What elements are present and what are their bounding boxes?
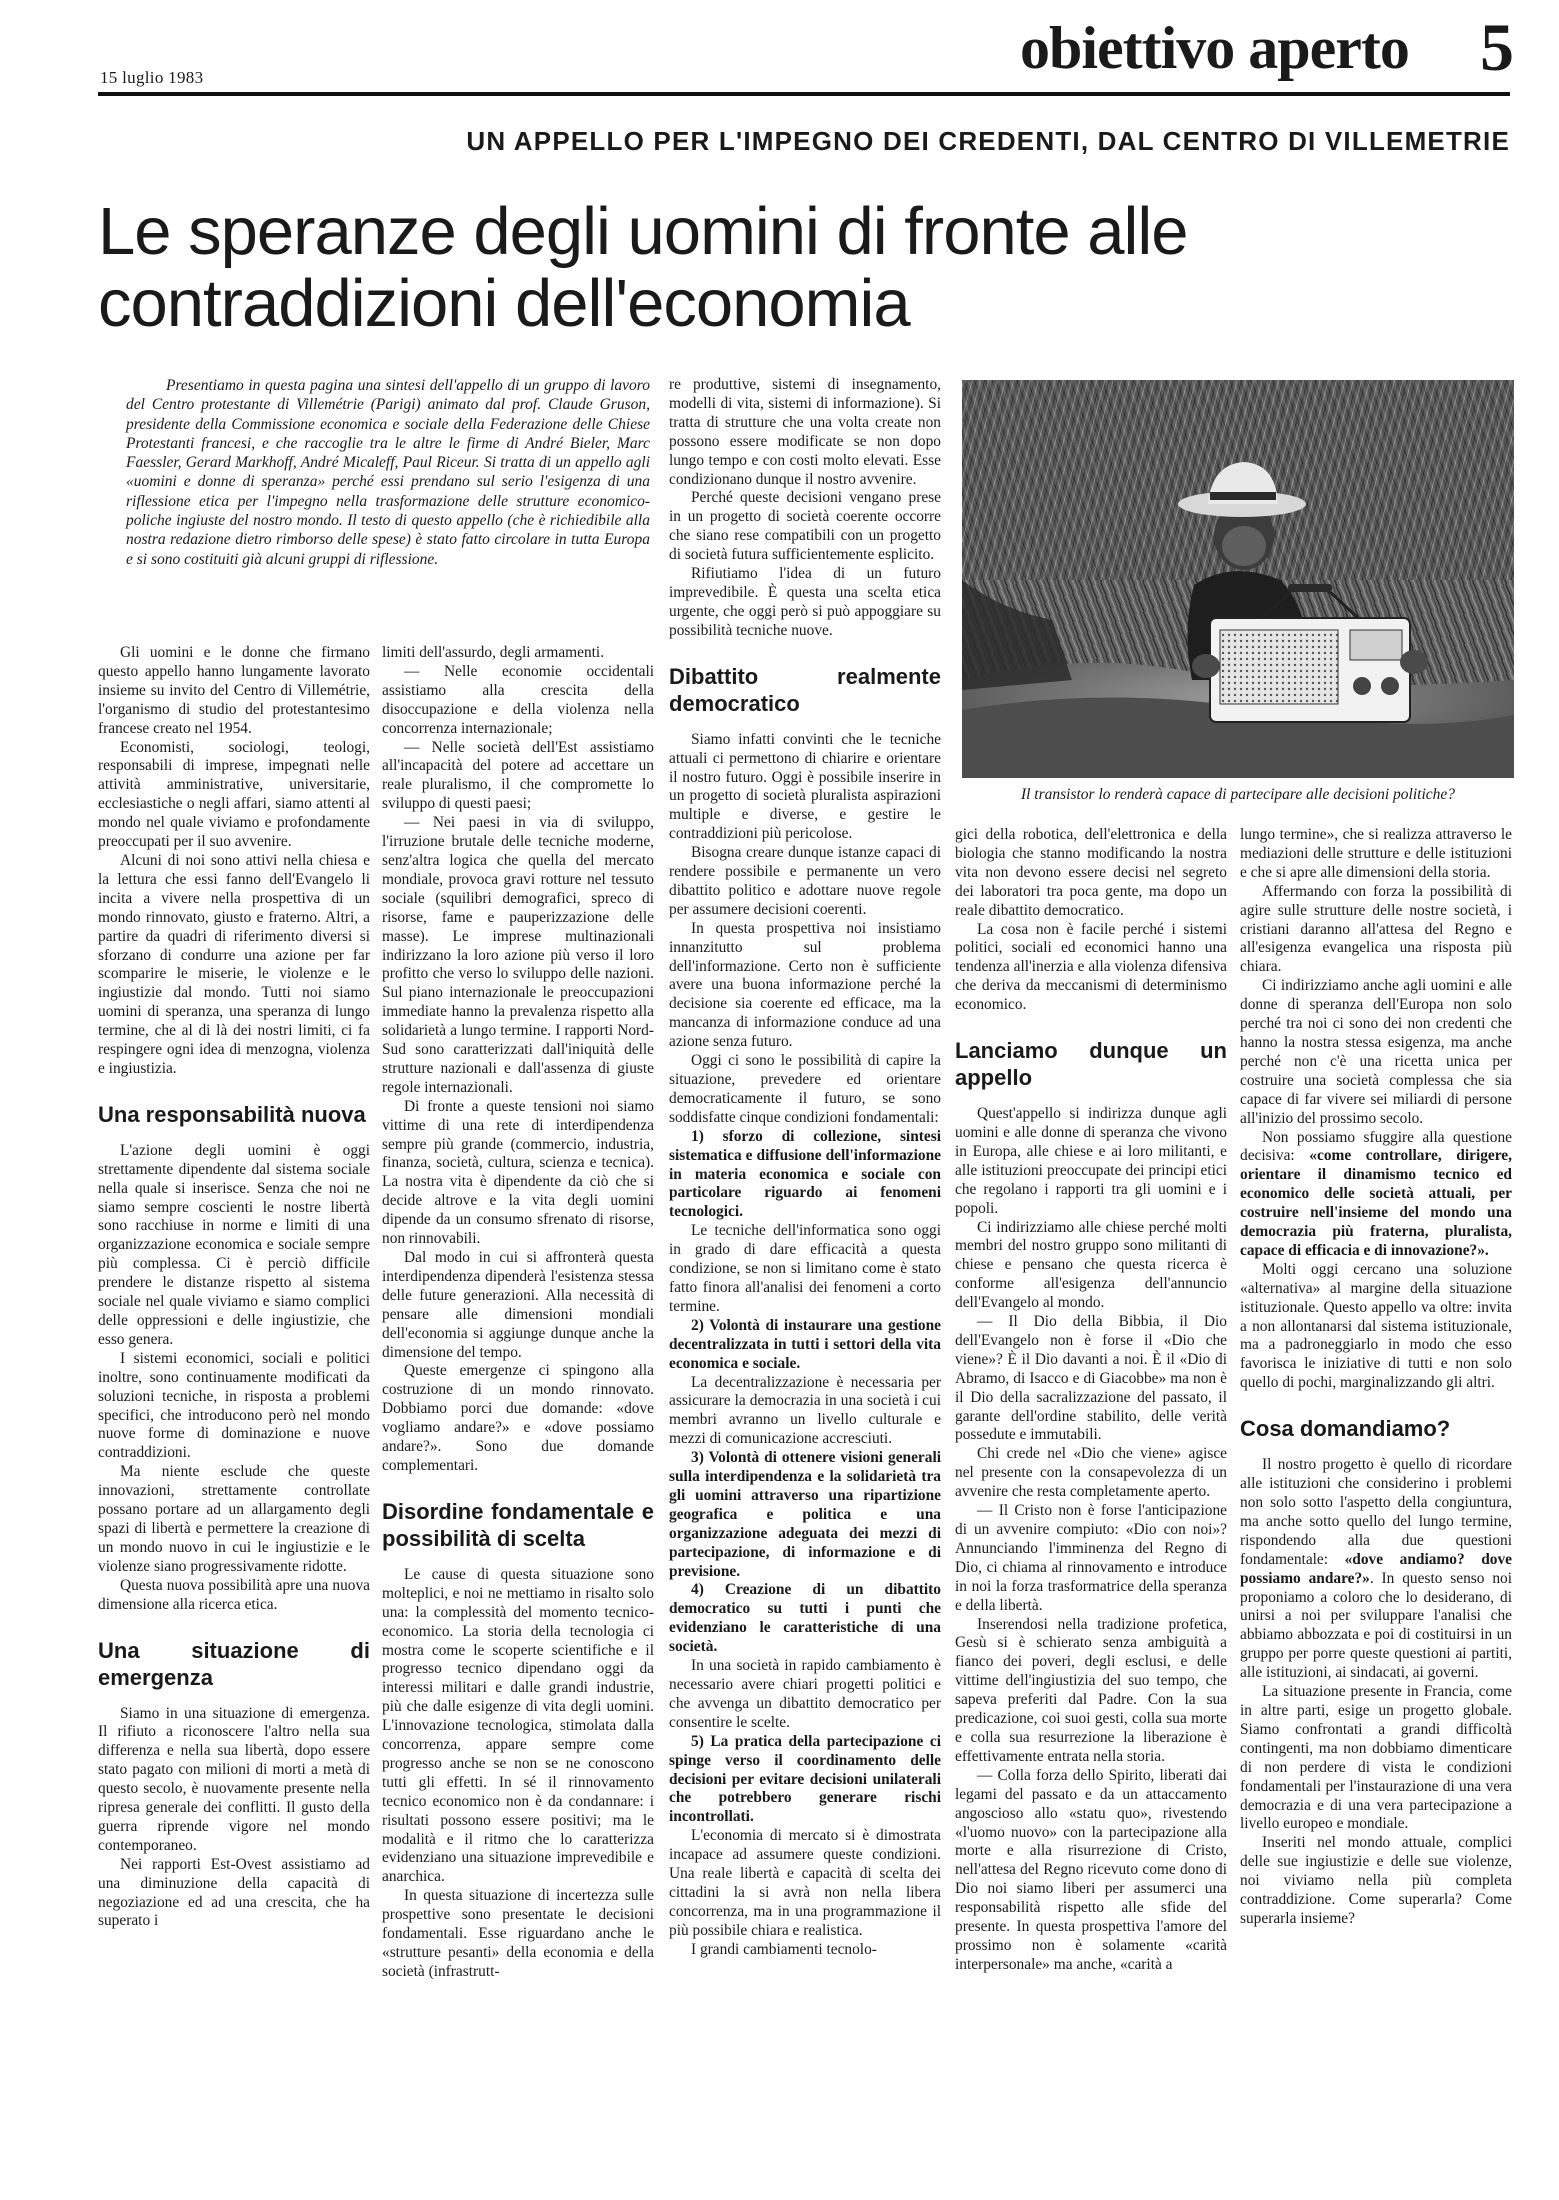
paragraph: Dal modo in cui si affronterà questa interdipendenza dipenderà l'esistenza stessa delle future generazioni. Alla necessità di pensare alle dimensioni mondiali dell'economia si aggiunge dunque anche la dimensione del tempo. bbox=[382, 1249, 654, 1361]
paragraph: Ci indirizziamo alle chiese perché molti membri del nostro gruppo sono militanti di chiese e pensano che questa ricerca è conforme all'esigenza dell'annuncio dell'Evangelo al mondo. bbox=[955, 1218, 1227, 1312]
paragraph: In questa situazione di incertezza sulle prospettive sono presentate le decisioni fondamentali. Esse riguardano anche le «strutture pesanti» della economia e della società (infrastrutt- bbox=[382, 1887, 654, 1980]
paragraph: — Il Dio della Bibbia, il Dio dell'Evangelo non è forse il «Dio che viene»? È il Dio davanti a noi. È il «Dio di Abramo, di Isacco e di Giacobbe» ma non è il Dio della sacralizzazione del passato, il garante dell'ordine stabilito, delle verità possedute e immutabili. bbox=[955, 1313, 1227, 1444]
article-column-1 bbox=[98, 644, 370, 2174]
paragraph: Oggi ci sono le possibilità di capire la situazione, prevedere ed orientare democraticamente il futuro, se sono soddisfatte cinque condizioni fondamentali: bbox=[669, 1052, 941, 1126]
condition-5: 5) La pratica della partecipazione ci spinge verso il coordinamento delle decisioni per evitare decisioni unilaterali che potrebbero generare rischi incontrollati. bbox=[669, 1732, 941, 1826]
subheading-domandiamo: Cosa domandiamo? bbox=[1240, 1416, 1451, 1442]
paragraph: L'azione degli uomini è oggi strettamente dipendente dal sistema sociale nella quale si inserisce. Senza che noi ne siamo sempre coscienti le nostre libertà sono racchiuse in norme e limiti di una organizzazione economica e sociale sempre più complessa. Ci è perciò difficile prendere le distanze rispetto al sistema sociale nel quale viviamo e siamo complici delle oppressioni e delle ingiustizie, che esso genera. bbox=[98, 1141, 370, 1348]
paragraph: L'economia di mercato si è dimostrata incapace ad assumere queste condizioni. Una reale libertà e capacità di scelta dei cittadini la si avrà non nella libera concorrenza, ma in una programmazione il più possibile chiara e realistica. bbox=[669, 1827, 941, 1939]
subheading-disordine: Disordine fondamentale e possibilità di scelta bbox=[382, 1498, 654, 1551]
paragraph: re produttive, sistemi di insegnamento, modelli di vita, sistemi di informazione). Si tratta di strutture che una volta create non possono essere modificate se non dopo lungo tempo e con costi molto elevati. Esse condizionano dunque il nostro avvenire. bbox=[669, 376, 941, 488]
paragraph: Inserendosi nella tradizione profetica, Gesù si è schierato senza ambiguità a fianco dei poveri, degli esclusi, e delle vittime dell'ingiustizia del suo tempo, che sapeva preferiti dal Padre. Con la sua predicazione, coi suoi gesti, colla sua morte e colla sua resurrezione la liberazione è effettivamente entrata nella storia. bbox=[955, 1615, 1227, 1765]
paragraph: — Colla forza dello Spirito, liberati dai legami del passato e da un attaccamento angoscioso allo «statu quo», rivestendo «l'uomo nuovo» con la partecipazione alla morte e alla risurrezione di Cristo, nell'attesa del Regno ricevuto come dono di Dio noi siamo liberi per assumerci una responsabilità rispetto alle sfide del presente. In questa prospettiva l'amore del prossimo non è solamente «carità interpersonale» ma anche, «carità a bbox=[955, 1766, 1227, 1973]
issue-date: 15 luglio 1983 bbox=[100, 68, 204, 87]
masthead-rule bbox=[98, 92, 1510, 96]
article-column-4 bbox=[955, 826, 1227, 2176]
article-column-5 bbox=[1240, 826, 1512, 2176]
paragraph: Questa nuova possibilità apre una nuova dimensione alla ricerca etica. bbox=[98, 1576, 370, 1613]
paragraph: Le cause di questa situazione sono molteplici, e noi ne mettiamo in risalto solo una: la complessità del momento tecnico-economico. La storia della tecnologia ci mostra come le scoperte scientifiche e il progresso tecnico dipendano oggi da interessi militari e dalle grandi industrie, più che dalle esigenze di vita degli uomini. L'innovazione tecnologica, stimolata dalla concorrenza, appare sempre come progresso anche se non se ne conoscono tutti gli effetti. In sé il rinnovamento tecnico economico non è da condannare: i risultati possono essere positivi; ma le modalità e il ritmo che lo caratterizza evidenziano una situazione imprevedibile e anarchica. bbox=[382, 1565, 654, 1886]
paragraph: In una società in rapido cambiamento è necessario avere chiari progetti politici e che avvenga un dibattito democratico per consentire le scelte. bbox=[669, 1657, 941, 1731]
paragraph: I grandi cambiamenti tecnolo- bbox=[691, 1940, 877, 1958]
paragraph: gici della robotica, dell'elettronica e della biologia che stanno modificando la nostra vita non devono essere decisi nel segreto dei laboratori tra poca gente, ma dopo un reale dibattito democratico. bbox=[955, 826, 1227, 919]
article-column-2 bbox=[382, 644, 654, 2174]
article-photo bbox=[962, 380, 1514, 778]
paragraph: Il nostro progetto è quello di ricordare alle istituzioni che considerino i problemi non solo sotto l'aspetto della congiuntura, ma anche sotto quello del lungo termine, rispondendo alla due questioni fondamentale: «dove andiamo? dove possiamo andare?». In questo senso noi proponiamo a coloro che lo desiderano, di unirsi a noi per sviluppare l'analisi che abbiamo abbozzata e poi di costituirsi in un gruppo per porre queste questioni ai partiti, alle istituzioni, ai sindacati, ai governi. bbox=[1240, 1456, 1512, 1682]
paragraph: limiti dell'assurdo, degli armamenti. bbox=[382, 644, 605, 661]
paragraph: Queste emergenze ci spingono alla costruzione di un mondo rinnovato. Dobbiamo porci due domande: «dove vogliamo andare?» e «dove possiamo andare?». Sono due domande complementari. bbox=[382, 1362, 654, 1474]
paragraph: Le tecniche dell'informatica sono oggi in grado di dare efficacità a questa condizione, se non si limitano come è stato fatto finora all'analisi dei fenomeni a corto termine. bbox=[669, 1222, 941, 1315]
paragraph: — Il Cristo non è forse l'anticipazione di un avvenire compiuto: «Dio con noi»? Annunciando l'imminenza del Regno di Dio, ci chiama al rinnovamento e introduce in noi la forza trasformatrice della speranza e della libertà. bbox=[955, 1502, 1227, 1614]
subheading-dibattito: Dibattito realmente democratico bbox=[669, 663, 941, 716]
paragraph: La decentralizzazione è necessaria per assicurare la democrazia in una società i cui membri avranno un livello culturale e mezzi di comunicazione accresciuti. bbox=[669, 1373, 941, 1448]
article-kicker: UN APPELLO PER L'IMPEGNO DEI CREDENTI, DAL CENTRO DI VILLEMETRIE bbox=[466, 126, 1510, 156]
paragraph: Non possiamo sfuggire alla questione decisiva: «come controllare, dirigere, orientare il dinamismo tecnico ed economico delle società attuali, per costruire nell'insieme del mondo una democrazia più fraterna, pluralista, capace di efficacia e di innovazione?». bbox=[1240, 1128, 1512, 1259]
paragraph: In questa prospettiva noi insistiamo innanzitutto sul problema dell'informazione. Certo non è sufficiente avere una buona informazione perché la decisione sia coerente ed efficace, ma la mancanza di informazione conduce ad una azione senza futuro. bbox=[669, 919, 941, 1051]
condition-1: 1) sforzo di collezione, sintesi sistematica e diffusione dell'informazione in materia economica e sociale con particolare riguardo ai fenomeni tecnologici. bbox=[669, 1127, 941, 1221]
condition-4: 4) Creazione di un dibattito democratico su tutti i punti che evidenziano le caratteristiche di una società. bbox=[669, 1581, 941, 1656]
section-title: obiettivo aperto bbox=[1020, 15, 1409, 81]
subheading-emergenza: Una situazione di emergenza bbox=[98, 1637, 370, 1690]
paragraph: La situazione presente in Francia, come in altre parti, esige un progetto globale. Siamo confrontati a grandi difficoltà contingenti, ma non dobbiamo dimenticare di non perdere di vista le condizioni fondamentali per l'instaurazione di una vera democrazia e di una vera partecipazione a livello europeo e mondiale. bbox=[1240, 1683, 1512, 1833]
condition-2: 2) Volontà di instaurare una gestione decentralizzata in tutti i settori della vita economica e sociale. bbox=[669, 1316, 941, 1372]
paragraph: Perché queste decisioni vengano prese in un progetto di società coerente occorre che siano rese compatibili con un progetto di società futura sufficientemente esplicito. bbox=[669, 489, 941, 564]
paragraph: Gli uomini e le donne che firmano questo appello hanno lungamente lavorato insieme su invito del Centro di Villemétrie, l'organismo di studio del protestantesimo francese creato nel 1954. bbox=[98, 644, 370, 737]
paragraph: Inseriti nel mondo attuale, complici delle sue ingiustizie e delle sue violenze, noi viviamo nella più completa contraddizione. Come superarla? Come superarla insieme? bbox=[1240, 1834, 1512, 1927]
paragraph: Siamo in una situazione di emergenza. Il rifiuto a riconoscere l'altro nella sua differenza e nella sua libertà, dopo essere stato pagato con milioni di morti a metà di questo secolo, è nuovamente presente nella ripresa generale dei conflitti. Il gusto della guerra riprende vigore nel mondo contemporaneo. bbox=[98, 1704, 370, 1854]
paragraph: Siamo infatti convinti che le tecniche attuali ci permettono di chiarire e orientare il nostro futuro. Oggi è possibile inserire in un progetto di società pluralista aspirazioni multiple e diverse, e gestire le contraddizioni più pericolose. bbox=[669, 730, 941, 843]
paragraph: Quest'appello si indirizza dunque agli uomini e alle donne di speranza che vivono in Europa, alle chiese e ai loro militanti, e alle istituzioni preoccupate dei principi etici che regolano i rapporti tra gli uomini e i popoli. bbox=[955, 1105, 1227, 1217]
paragraph: Rifiutiamo l'idea di un futuro imprevedibile. È questa una scelta etica urgente, che oggi però si può appoggiare su possibilità tecniche nuove. bbox=[669, 565, 941, 639]
condition-3: 3) Volontà di ottenere visioni generali sulla interdipendenza e la solidarietà tra gli uomini attraverso una ripartizione geografica e politica e una organizzazione adeguata dei mezzi di partecipazione, di informazione e di previsione. bbox=[669, 1449, 941, 1580]
paragraph: Alcuni di noi sono attivi nella chiesa e la lettura che essi fanno dell'Evangelo li incita a vivere nella prospettiva di un mondo rinnovato, giusto e fraterno. Altri, a partire da quadri di riferimento diversi si sforzano di condurre una azione per far scomparire le miserie, le violenze e le ingiustizie dal mondo. Tutti noi siamo uomini di speranza, una speranza di lungo termine, che al di là dei nostri limiti, ci fa respingere ogni idea di menzogna, violenza e ingiustizia. bbox=[98, 851, 370, 1077]
paragraph: — Nelle società dell'Est assistiamo all'incapacità del potere ad accettare un reale pluralismo, il che compromette lo sviluppo di questi paesi; bbox=[382, 738, 654, 813]
paragraph: — Nelle economie occidentali assistiamo alla crescita della disoccupazione e della violenza nella concorrenza internazionale; bbox=[382, 662, 654, 737]
photo-caption: Il transistor lo renderà capace di partecipare alle decisioni politiche? bbox=[1020, 786, 1456, 803]
paragraph: lungo termine», che si realizza attraverso le mediazioni delle strutture e delle istituzioni e che si apre alle dimensioni della storia. bbox=[1240, 826, 1512, 881]
paragraph: — Nei paesi in via di sviluppo, l'irruzione brutale delle tecniche moderne, senz'altra logica che quella del mercato mondiale, provoca gravi rotture nel tessuto sociale (squilibri demografici, spreco di risorse, fame e pauperizzazione delle masse). Le imprese multinazionali indirizzano la loro azione più verso il loro profitto che verso lo sviluppo delle nazioni. Sul piano internazionale le preoccupazioni immediate hanno la prevalenza rispetto alla solidarietà a lungo termine. I rapporti Nord-Sud sono caratterizzati dall'iniquità delle strutture nazionali e dall'assenza di giuste regole internazionali. bbox=[382, 814, 654, 1096]
page-number: 5 bbox=[1480, 9, 1514, 85]
subheading-responsabilita: Una responsabilità nuova bbox=[98, 1101, 366, 1127]
paragraph: Di fronte a queste tensioni noi siamo vittime di una rete di interdipendenza sempre più grande (commercio, industria, finanza, società, cultura, scienza e tecnica). La nostra vita è dipendente da ciò che si decide altrove e la vita degli uomini dipende da un consumo sfrenato di risorse, non rinnovabili. bbox=[382, 1097, 654, 1248]
paragraph: Chi crede nel «Dio che viene» agisce nel presente con la consapevolezza di un avvenire che resta completamente aperto. bbox=[955, 1445, 1227, 1501]
paragraph: Affermando con forza la possibilità di agire sulle strutture delle nostre società, i cristiani daranno all'attesa del Regno e all'esigenza evangelica una risposta più chiara. bbox=[1240, 882, 1512, 976]
paragraph: Ci indirizziamo anche agli uomini e alle donne di speranza dell'Europa non solo perché tra noi ci sono dei non credenti che hanno la nostra stessa esigenza, ma anche perché non c'è una ricetta unica per costruire una società complessa che sia capace di far vivere sei miliardi di persone all'inizio del prossimo secolo. bbox=[1240, 977, 1512, 1127]
article-headline: Le speranze degli uomini di fronte alle contraddizioni dell'economia bbox=[98, 194, 1188, 341]
paragraph: Nei rapporti Est-Ovest assistiamo ad una diminuzione della capacità di negoziazione ed ad una crescita, che ha superato i bbox=[98, 1855, 370, 1930]
paragraph: Economisti, sociologi, teologi, responsabili di imprese, impegnati nelle attività amministrative, universitarie, ecclesiastiche o negli affari, siamo attenti al mondo nel quale viviamo e profondamente preoccupati per il suo avvenire. bbox=[98, 738, 370, 851]
paragraph: I sistemi economici, sociali e politici inoltre, sono continuamente modificati da soluzioni tecniche, in risposta a problemi specifici, che introducono però nel mondo nuove forme di dominazione e nuove contraddizioni. bbox=[98, 1349, 370, 1462]
subheading-appello: Lanciamo dunque un appello bbox=[955, 1038, 1227, 1091]
paragraph: Ma niente esclude che queste innovazioni, strettamente controllate possano portare ad un allargamento degli spazi di libertà e permettere la creazione di un mondo nuovo in cui le ingiustizie e le violenze siano progressivamente ridotte. bbox=[98, 1463, 370, 1575]
paragraph: La cosa non è facile perché i sistemi politici, sociali ed economici hanno una tendenza all'inerzia e alla violenza difensiva che deriva da meccanismi di determinismo economico. bbox=[955, 920, 1227, 1014]
paragraph: Bisogna creare dunque istanze capaci di rendere possibile e permanente un vero dibattito politico e adottare nuove regole per assumere decisioni coerenti. bbox=[669, 844, 941, 918]
article-column-3 bbox=[669, 376, 941, 2176]
paragraph: Molti oggi cercano una soluzione «alternativa» al margine della situazione istituzionale. Questo appello va oltre: invita a non allontanarsi dal sistema istituzionale, ma a padroneggiarlo in modo che esso favorisca le iniziative di tutti e non solo quello di pochi, marginalizzando gli altri. bbox=[1240, 1260, 1512, 1392]
article-intro: Presentiamo in questa pagina una sintesi dell'appello di un gruppo di lavoro del Centro protestante di Villemétrie (Parigi) animato dal prof. Claude Gruson, presidente della Commissione economica e sociale della Federazione delle Chiese Protestanti francesi, e che raccoglie tra le altre le firme di André Bieler, Marc Faessler, Gerard Markhoff, André Micaleff, Paul Riceur. Si tratta di un appello agli «uomini e donne di speranza» perché essi prendano sul serio l'esigenza di una riflessione etica per l'impegno nella trasformazione delle strutture economico-poliche ingiuste del nostro mondo. Il testo di questo appello (che è richiedibile alla nostra redazione dietro rimborso delle spese) è stato fatto circolare in tutta Europa e si sono costituiti già alcuni gruppi di riflessione. bbox=[126, 377, 650, 568]
